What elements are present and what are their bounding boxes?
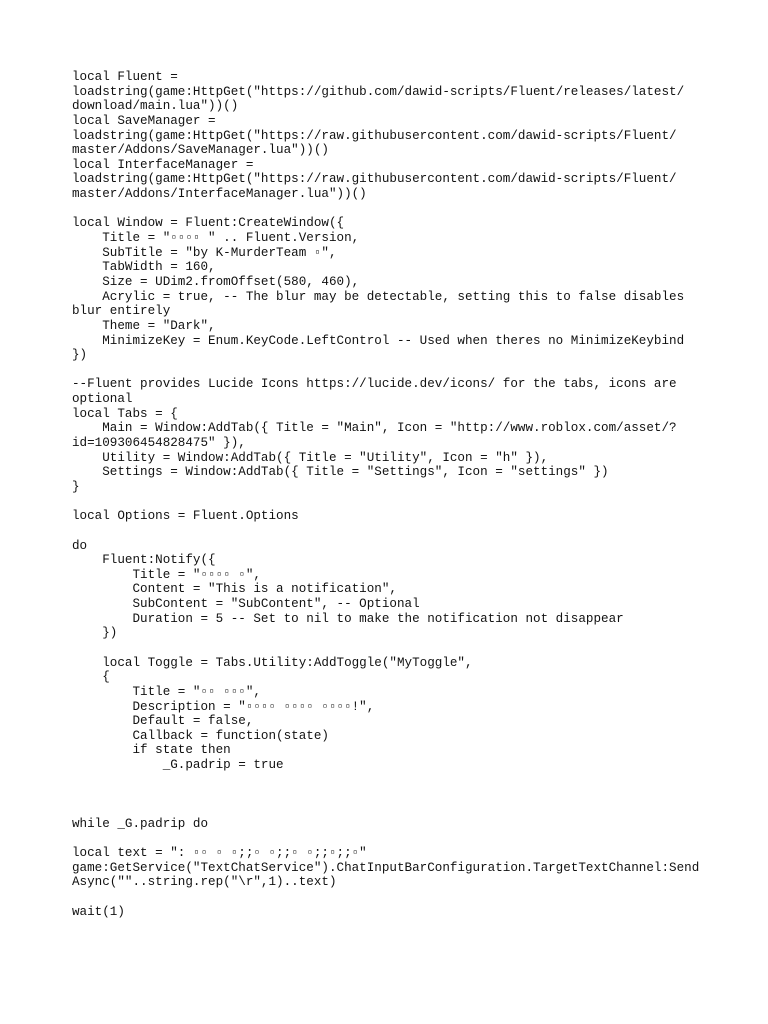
code-line: Utility = Window:AddTab({ Title = "Utility", Icon = "h" }), — [72, 450, 549, 465]
code-line: blur entirely — [72, 304, 171, 319]
code-line: _G.padrip = true — [72, 758, 284, 773]
code-line: id=109306454828475" }), — [72, 436, 246, 451]
code-line: }) — [72, 348, 88, 363]
blank-line — [72, 202, 702, 217]
document-page — [72, 70, 702, 919]
code-line: Duration = 5 -- Set to nil to make the notification not disappear — [72, 611, 624, 626]
code-line: local Window = Fluent:CreateWindow({ — [72, 216, 345, 231]
blank-line — [72, 831, 702, 846]
code-line: while _G.padrip do — [72, 816, 209, 831]
code-line: wait(1) — [72, 904, 125, 919]
code-line: Callback = function(state) — [72, 728, 329, 743]
code-line: local Tabs = { — [72, 406, 178, 421]
blank-line — [72, 641, 702, 656]
code-line: } — [72, 479, 80, 494]
code-line: MinimizeKey = Enum.KeyCode.LeftControl -- Used when theres no MinimizeKeybind — [72, 333, 685, 348]
code-line: Default = false, — [72, 714, 254, 729]
code-line: loadstring(game:HttpGet("https://raw.githubusercontent.com/dawid-scripts/Fluent/ — [72, 172, 677, 187]
code-line: Size = UDim2.fromOffset(580, 460), — [72, 274, 360, 289]
code-line: Description = "▫▫▫▫ ▫▫▫▫ ▫▫▫▫!", — [72, 699, 375, 714]
code-line: local Options = Fluent.Options — [72, 509, 299, 524]
code-line: Fluent:Notify({ — [72, 553, 216, 568]
blank-line — [72, 524, 702, 539]
code-line: local InterfaceManager = — [72, 157, 254, 172]
code-line: game:GetService("TextChatService").ChatInputBarConfiguration.TargetTextChannel:Send — [72, 860, 700, 875]
blank-line — [72, 495, 702, 510]
code-line: --Fluent provides Lucide Icons https://lucide.dev/icons/ for the tabs, icons are — [72, 377, 677, 392]
blank-line — [72, 802, 702, 817]
code-line: loadstring(game:HttpGet("https://raw.githubusercontent.com/dawid-scripts/Fluent/ — [72, 128, 677, 143]
code-line: Theme = "Dark", — [72, 318, 216, 333]
code-line: local Toggle = Tabs.Utility:AddToggle("MyToggle", — [72, 655, 473, 670]
code-line: download/main.lua"))() — [72, 99, 239, 114]
code-line: Title = "▫▫ ▫▫▫", — [72, 684, 261, 699]
code-line: local Fluent = — [72, 70, 178, 84]
code-line: }) — [72, 626, 118, 641]
blank-line — [72, 890, 702, 905]
code-line: { — [72, 670, 110, 685]
blank-line — [72, 773, 702, 788]
code-line: do — [72, 538, 88, 553]
code-line: Acrylic = true, -- The blur may be detectable, setting this to false disables — [72, 289, 685, 304]
code-line: Main = Window:AddTab({ Title = "Main", Icon = "http://www.roblox.com/asset/? — [72, 421, 677, 436]
code-line: if state then — [72, 743, 231, 758]
code-line: Title = "▫▫▫▫ " .. Fluent.Version, — [72, 231, 360, 246]
code-line: master/Addons/SaveManager.lua"))() — [72, 143, 329, 158]
code-line: TabWidth = 160, — [72, 260, 216, 275]
code-line: SubTitle = "by K-MurderTeam ▫", — [72, 245, 337, 260]
code-line: Async(""..string.rep("\r",1)..text) — [72, 875, 337, 890]
code-line: master/Addons/InterfaceManager.lua"))() — [72, 187, 367, 202]
code-line: SubContent = "SubContent", -- Optional — [72, 597, 420, 612]
code-line: local text = ": ▫▫ ▫ ▫;;▫ ▫;;▫ ▫;;▫;;▫" — [72, 845, 367, 860]
code-line: Title = "▫▫▫▫ ▫", — [72, 567, 261, 582]
blank-line — [72, 363, 702, 378]
code-line: Settings = Window:AddTab({ Title = "Settings", Icon = "settings" }) — [72, 465, 609, 480]
code-line: optional — [72, 392, 133, 407]
blank-line — [72, 787, 702, 802]
code-line: local SaveManager = — [72, 113, 216, 128]
code-line: loadstring(game:HttpGet("https://github.com/dawid-scripts/Fluent/releases/latest/ — [72, 84, 685, 99]
code-line: Content = "This is a notification", — [72, 582, 397, 597]
